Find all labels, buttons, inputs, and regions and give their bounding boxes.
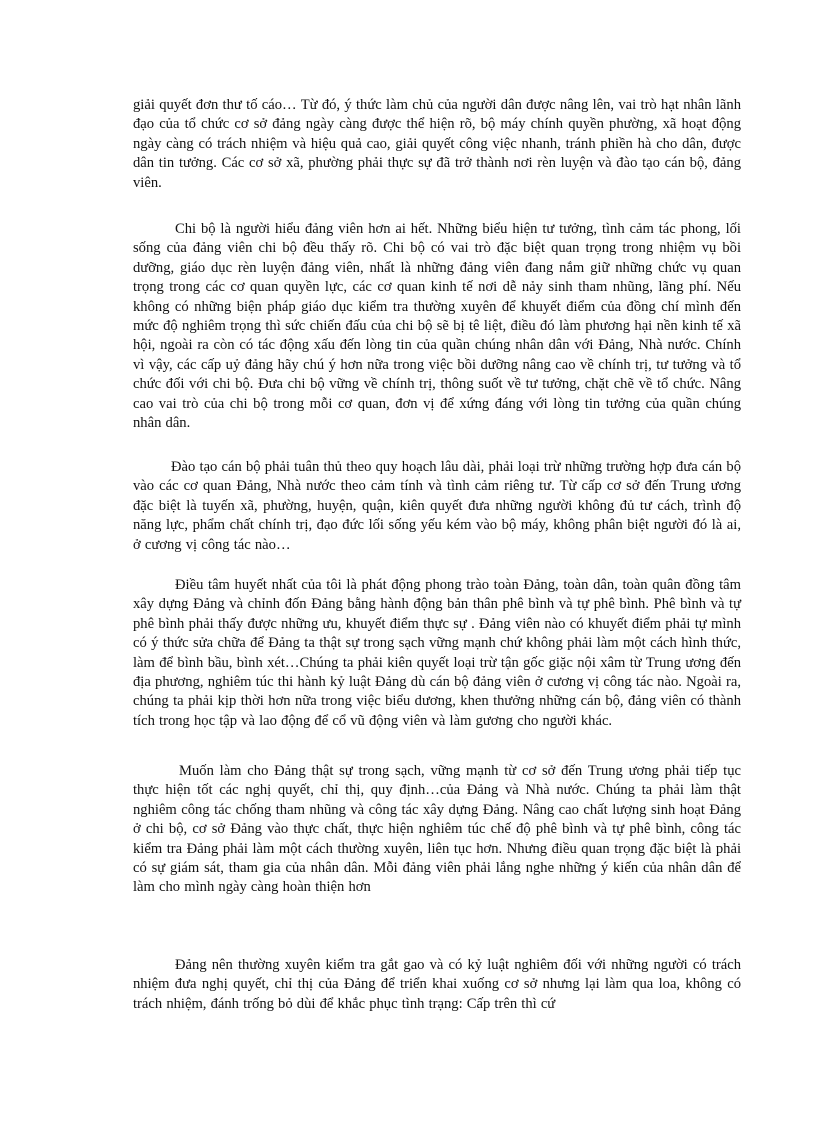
paragraph-1: giải quyết đơn thư tố cáo… Từ đó, ý thức làm chủ của người dân được nâng lên, vai trò hạt nhân lãnh đạo của tổ chức cơ sở đảng ngày càng được thể hiện rõ, bộ máy chính quyền phường, xã hoạt động ngày càng có trách nhiệm và hiệu quả cao, giải quyết công việc nhanh, tránh phiền hà cho dân, được dân tin tưởng. Các cơ sở xã, phường phải thực sự đã trở thành nơi rèn luyện và đào tạo cán bộ, đảng viên. [133, 97, 741, 191]
paragraph-3: Đào tạo cán bộ phải tuân thủ theo quy hoạch lâu dài, phải loại trừ những trường hợp đưa cán bộ vào các cơ quan Đảng, Nhà nước theo cảm tính và tình cảm riêng tư. Từ cấp cơ sở đến Trung ương đặc biệt là tuyến xã, phường, huyện, quận, kiên quyết đưa những người không đủ tư cách, trình độ năng lực, phẩm chất chính trị, đạo đức lối sống yếu kém vào bộ máy, không phân biệt người đó là ai, ở cương vị công tác nào… [133, 459, 741, 553]
paragraph-5: Muốn làm cho Đảng thật sự trong sạch, vững mạnh từ cơ sở đến Trung ương phải tiếp tục thực hiện tốt các nghị quyết, chỉ thị, quy định…của Đảng và Nhà nước. Chúng ta phải làm thật nghiêm công tác chống tham nhũng và công tác xây dựng Đảng. Nâng cao chất lượng sinh hoạt Đảng ở chi bộ, cơ sở Đảng vào thực chất, thực hiện nghiêm túc chế độ phê bình và tự phê bình, công tác kiểm tra Đảng phải làm một cách thường xuyên, liên tục hơn. Nhưng điều quan trọng đặc biệt là phải có sự giám sát, tham gia của nhân dân. Mỗi đảng viên phải lắng nghe những ý kiến của nhân dân để làm cho mình ngày càng hoàn thiện hơn [133, 763, 741, 896]
paragraph-2: Chi bộ là người hiểu đảng viên hơn ai hết. Những biểu hiện tư tưởng, tình cảm tác phong, lối sống của đảng viên chi bộ đều thấy rõ. Chi bộ có vai trò đặc biệt quan trọng trong nhiệm vụ bồi dưỡng, giáo dục rèn luyện đảng viên, nhất là những đảng viên đang nắm giữ những chức vụ quan trọng trong các cơ quan quyền lực, các cơ quan kinh tế nơi dễ nảy sinh tham nhũng, lãng phí. Nếu không có những biện pháp giáo dục kiểm tra thường xuyên để khuyết điểm của đồng chí mình đến mức độ nghiêm trọng thì sức chiến đấu của chi bộ sẽ bị tê liệt, điều đó làm phương hại nền kinh tế xã hội, ngoài ra còn có tác động xấu đến lòng tin của quần chúng nhân dân với Đảng, Nhà nước. Chính vì vậy, các cấp uỷ đảng hãy chú ý hơn nữa trong việc bồi dưỡng nâng cao về chính trị, tư tưởng và tổ chức đối với chi bộ. Đưa chi bộ vững về chính trị, thông suốt về tư tưởng, chặt chẽ về tổ chức. Nâng cao vai trò của chi bộ trong mỗi cơ quan, đơn vị để xứng đáng với lòng tin tưởng của quần chúng nhân dân. [133, 221, 741, 432]
paragraph-6: Đảng nên thường xuyên kiểm tra gắt gao và có kỷ luật nghiêm đối với những người có trách nhiệm đưa nghị quyết, chỉ thị của Đảng để triển khai xuống cơ sở nhưng lại làm qua loa, không có trách nhiệm, đánh trống bỏ dùi để khắc phục tình trạng: Cấp trên thì cứ [133, 957, 741, 1012]
paragraph-4: Điều tâm huyết nhất của tôi là phát động phong trào toàn Đảng, toàn dân, toàn quân đồng tâm xây dựng Đảng và chỉnh đốn Đảng bằng hành động bản thân phê bình và tự phê bình. Phê bình và tự phê bình phải thấy được những ưu, khuyết điểm thực sự . Đảng viên nào có khuyết điểm phải tự mình có ý thức sửa chữa để Đảng ta thật sự trong sạch vững mạnh chứ không phải làm một cách hình thức, làm để bình bầu, bình xét…Chúng ta phải kiên quyết loại trừ tận gốc giặc nội xâm từ Trung ương đến địa phương, nghiêm túc thi hành kỷ luật Đảng dù cán bộ đảng viên ở cương vị công tác nào. Ngoài ra, chúng ta phải kịp thời hơn nữa trong việc biểu dương, khen thưởng những cán bộ, đảng viên có thành tích trong học tập và lao động để cổ vũ động viên và làm gương cho người khác. [133, 577, 741, 729]
